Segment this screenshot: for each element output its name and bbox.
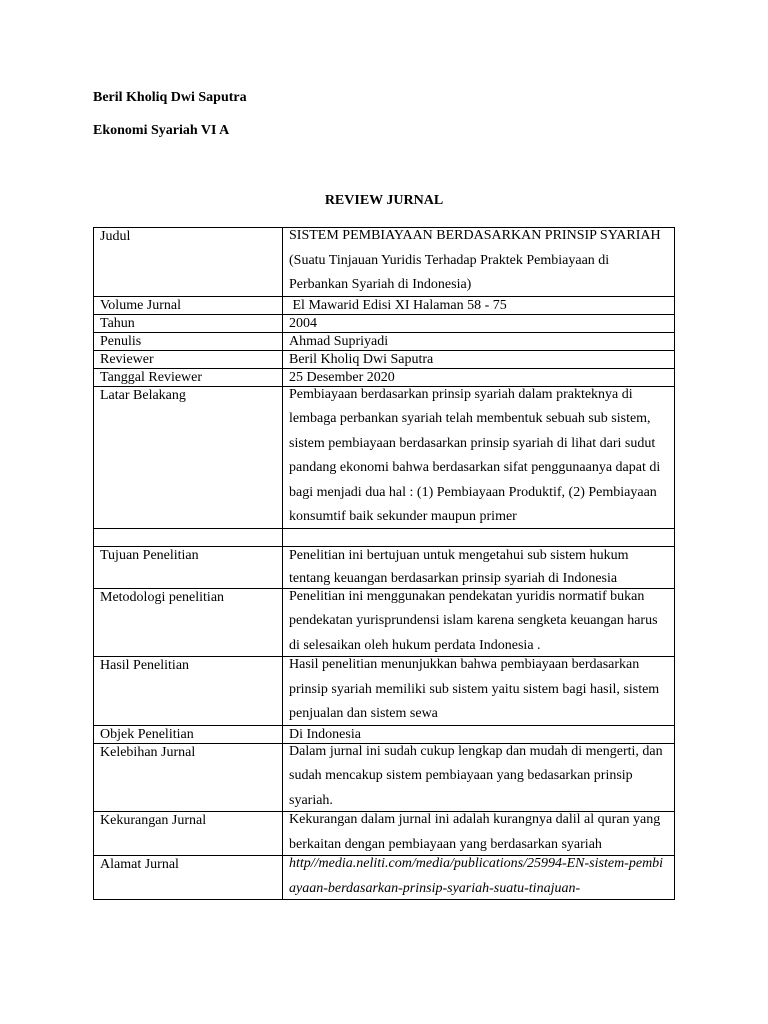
row-label-metodologi: Metodologi penelitian — [94, 588, 283, 657]
table-row — [94, 386, 675, 528]
row-label-kelebihan: Kelebihan Jurnal — [94, 743, 283, 812]
author-class: Ekonomi Syariah VI A — [93, 123, 230, 138]
row-value-kekurangan: Kekurangan dalam jurnal ini adalah kurangnya dalil al quran yang berkaitan dengan pembiayaan yang berdasarkan syariah — [283, 812, 675, 856]
row-value-reviewer: Beril Kholiq Dwi Saputra — [283, 350, 675, 368]
table-row — [94, 657, 675, 726]
review-table — [93, 227, 675, 900]
row-label-judul: Judul — [94, 228, 283, 297]
table-row — [94, 228, 675, 297]
table-row — [94, 546, 675, 588]
table-row — [94, 296, 675, 314]
row-value-tujuan: Penelitian ini bertujuan untuk mengetahui sub sistem hukum tentang keuangan berdasarkan prinsip syariah di Indonesia — [283, 546, 675, 588]
empty-cell — [94, 528, 283, 546]
row-value-tahun: 2004 — [283, 314, 675, 332]
row-value-metodologi: Penelitian ini menggunakan pendekatan yuridis normatif bukan pendekatan yurisprundensi islam karena sengketa keuangan harus di selesaikan oleh hukum perdata Indonesia . — [283, 588, 675, 657]
table-row — [94, 332, 675, 350]
row-value-judul: SISTEM PEMBIAYAAN BERDASARKAN PRINSIP SYARIAH (Suatu Tinjauan Yuridis Terhadap Praktek Pembiayaan di Perbankan Syariah di Indonesia) — [283, 228, 675, 297]
row-label-reviewer: Reviewer — [94, 350, 283, 368]
page-title: REVIEW JURNAL — [324, 193, 444, 208]
row-value-tanggal: 25 Desember 2020 — [283, 368, 675, 386]
row-label-hasil: Hasil Penelitian — [94, 657, 283, 726]
table-row — [94, 812, 675, 856]
journal-link[interactable]: http//media.neliti.com/media/publications/25994-EN-sistem-pembiayaan-berdasarkan-prinsip-syariah-suatu-tinajuan- — [289, 856, 664, 896]
row-value-kelebihan: Dalam jurnal ini sudah cukup lengkap dan mudah di mengerti, dan sudah mencakup sistem pembiayaan yang bedasarkan prinsip syariah. — [283, 743, 675, 812]
table-row — [94, 588, 675, 657]
row-label-alamat: Alamat Jurnal — [94, 856, 283, 900]
row-label-objek: Objek Penelitian — [94, 725, 283, 743]
row-value-hasil: Hasil penelitian menunjukkan bahwa pembiayaan berdasarkan prinsip syariah memiliki sub sistem yaitu sistem bagi hasil, sistem penjualan dan sistem sewa — [283, 657, 675, 726]
row-label-kekurangan: Kekurangan Jurnal — [94, 812, 283, 856]
row-value-penulis: Ahmad Supriyadi — [283, 332, 675, 350]
row-label-tahun: Tahun — [94, 314, 283, 332]
table-row — [94, 350, 675, 368]
table-row — [94, 856, 675, 900]
row-label-tanggal: Tanggal Reviewer — [94, 368, 283, 386]
table-row — [94, 314, 675, 332]
row-label-penulis: Penulis — [94, 332, 283, 350]
row-label-tujuan: Tujuan Penelitian — [94, 546, 283, 588]
row-value-volume: El Mawarid Edisi XI Halaman 58 - 75 — [283, 296, 675, 314]
row-value-objek: Di Indonesia — [283, 725, 675, 743]
row-value-alamat — [283, 856, 675, 900]
row-label-latar: Latar Belakang — [94, 386, 283, 528]
row-value-latar: Pembiayaan berdasarkan prinsip syariah dalam prakteknya di lembaga perbankan syariah telah membentuk sebuah sub sistem, sistem pembiayaan berdasarkan prinsip syariah di lihat dari sudut pandang ekonomi bahwa berdasarkan sifat penggunaanya dapat di bagi menjadi dua hal : (1) Pembiayaan Produktif, (2) Pembiayaan konsumtif baik sekunder maupun primer — [283, 386, 675, 528]
table-row — [94, 743, 675, 812]
author-name: Beril Kholiq Dwi Saputra — [93, 90, 247, 105]
row-label-volume: Volume Jurnal — [94, 296, 283, 314]
